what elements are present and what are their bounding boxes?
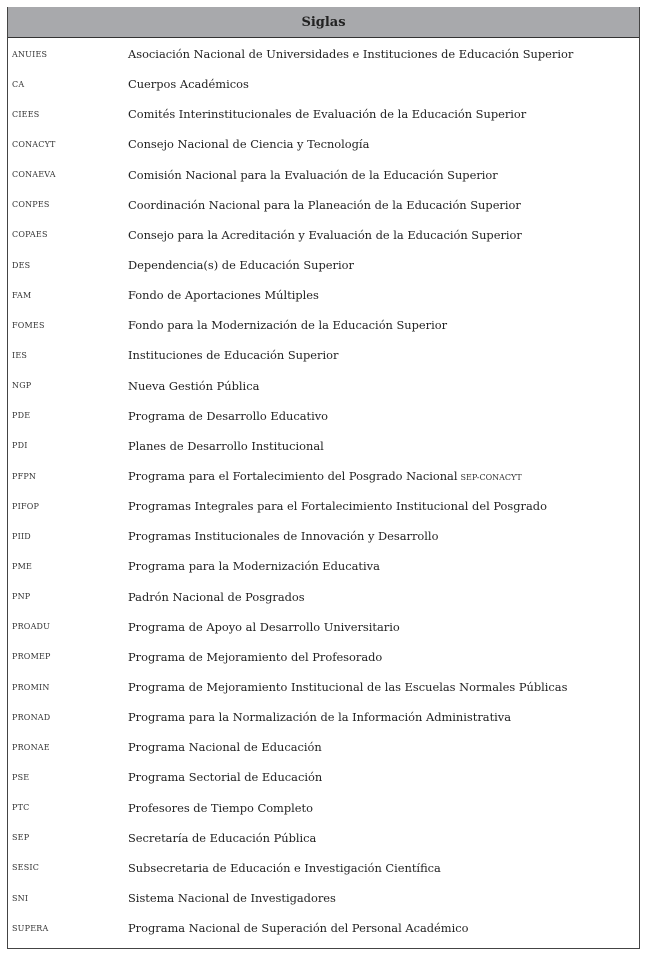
table-row: [8, 612, 639, 642]
description-text: Programa Nacional de Superación del Personal Académico: [128, 921, 469, 936]
description-cell: [128, 801, 313, 815]
description-text: Programa Nacional de Educación: [128, 740, 322, 755]
acronym-cell: PDE: [12, 411, 31, 421]
acronym-cell: CONPES: [12, 200, 50, 210]
description-text: Programa para la Modernización Educativa: [128, 559, 380, 574]
description-text: Programa para el Fortalecimiento del Posgrado Nacional: [128, 469, 458, 484]
description-text: Nueva Gestión Pública: [128, 378, 260, 393]
table-row: [8, 732, 639, 762]
table-row: [8, 129, 639, 159]
acronym-cell: FOMES: [12, 320, 45, 330]
description-text: Profesores de Tiempo Completo: [128, 800, 313, 815]
acronym-cell: ANUIES: [12, 49, 48, 59]
description-text: Padrón Nacional de Posgrados: [128, 589, 305, 604]
description-text: Programa de Apoyo al Desarrollo Universitario: [128, 619, 400, 634]
description-text: Cuerpos Académicos: [128, 77, 249, 92]
description-cell: [128, 47, 573, 61]
description-text: Secretaría de Educación Pública: [128, 830, 317, 845]
description-cell: [128, 831, 316, 845]
acronym-cell: CONAEVA: [12, 170, 56, 180]
acronym-cell: IES: [12, 350, 28, 360]
description-cell: [128, 77, 249, 91]
description-text: Consejo Nacional de Ciencia y Tecnología: [128, 137, 370, 152]
description-cell: [128, 740, 322, 754]
description-cell: [128, 559, 380, 573]
description-text: Comisión Nacional para la Evaluación de la Educación Superior: [128, 167, 498, 182]
description-cell: [128, 770, 322, 784]
table-row: [8, 461, 639, 491]
table-row: [8, 793, 639, 823]
description-cell: [128, 348, 338, 362]
acronym-cell: CA: [12, 79, 25, 89]
table-row: [8, 702, 639, 732]
description-text: Asociación Nacional de Universidades e Instituciones de Educación Superior: [128, 47, 574, 62]
table-row: [8, 99, 639, 129]
table-row: [8, 280, 639, 310]
acronyms-table: [7, 7, 640, 949]
description-text: Programa de Desarrollo Educativo: [128, 408, 329, 423]
description-text: Consejo para la Acreditación y Evaluación de la Educación Superior: [128, 227, 522, 242]
description-text: Programa de Mejoramiento Institucional de las Escuelas Normales Públicas: [128, 680, 568, 695]
description-cell: [128, 198, 521, 212]
description-cell: [128, 891, 336, 905]
acronym-cell: SUPERA: [12, 923, 49, 933]
description-text: Planes de Desarrollo Institucional: [128, 438, 324, 453]
table-row: [8, 582, 639, 612]
description-cell: [128, 107, 526, 121]
description-cell: [128, 379, 259, 393]
table-row: [8, 551, 639, 581]
acronym-cell: PTC: [12, 803, 30, 813]
acronym-cell: PROMIN: [12, 682, 50, 692]
table-row: [8, 762, 639, 792]
table-row: [8, 521, 639, 551]
acronym-cell: PSE: [12, 772, 30, 782]
description-text: Comités Interinstitucionales de Evaluación de la Educación Superior: [128, 107, 527, 122]
table-row: [8, 190, 639, 220]
description-cell: [128, 921, 468, 935]
table-row: [8, 250, 639, 280]
table-row: [8, 431, 639, 461]
description-text: Fondo para la Modernización de la Educación Superior: [128, 318, 448, 333]
description-text: Coordinación Nacional para la Planeación de la Educación Superior: [128, 197, 521, 212]
table-row: [8, 340, 639, 370]
table-row: [8, 160, 639, 190]
table-body: [8, 38, 639, 948]
acronym-cell: PRONAD: [12, 712, 51, 722]
table-row: [8, 642, 639, 672]
acronym-cell: PIFOP: [12, 501, 40, 511]
description-text: Fondo de Aportaciones Múltiples: [128, 288, 319, 303]
description-text: Programa para la Normalización de la Información Administrativa: [128, 710, 512, 725]
description-text: Subsecretaria de Educación e Investigación Científica: [128, 860, 441, 875]
description-text: Programa de Mejoramiento del Profesorado: [128, 649, 383, 664]
description-cell: [128, 409, 328, 423]
table-row: [8, 823, 639, 853]
acronym-cell: PFPN: [12, 471, 37, 481]
description-cell: [128, 168, 498, 182]
acronym-cell: PROMEP: [12, 652, 51, 662]
table-title: Siglas: [301, 14, 346, 30]
description-text: Programa Sectorial de Educación: [128, 770, 323, 785]
description-cell: [128, 318, 447, 332]
description-cell: [128, 590, 305, 604]
table-header: [8, 7, 639, 38]
table-row: [8, 310, 639, 340]
description-cell: [128, 650, 382, 664]
table-row: [8, 39, 639, 69]
table-row: [8, 69, 639, 99]
table-row: [8, 401, 639, 431]
table-row: [8, 883, 639, 913]
description-text: Programas Institucionales de Innovación y Desarrollo: [128, 529, 439, 544]
description-cell: [128, 680, 567, 694]
description-text: Dependencia(s) de Educación Superior: [128, 258, 354, 273]
description-cell: [128, 137, 369, 151]
table-row: [8, 672, 639, 702]
description-text: Programas Integrales para el Fortalecimiento Institucional del Posgrado: [128, 499, 547, 514]
acronym-cell: PIID: [12, 531, 31, 541]
description-cell: [128, 620, 400, 634]
description-cell: [128, 710, 511, 724]
acronym-cell: NGP: [12, 381, 32, 391]
description-text: Instituciones de Educación Superior: [128, 348, 339, 363]
acronym-cell: SNI: [12, 893, 29, 903]
table-row: [8, 913, 639, 943]
acronym-cell: CIEES: [12, 109, 40, 119]
acronym-cell: FAM: [12, 290, 32, 300]
acronym-cell: SEP: [12, 833, 30, 843]
acronym-cell: DES: [12, 260, 31, 270]
description-cell: [128, 469, 522, 483]
description-cell: [128, 288, 319, 302]
table-row: [8, 371, 639, 401]
description-cell: [128, 228, 522, 242]
description-suffix: SEP-CONACYT: [460, 473, 522, 483]
acronym-cell: COPAES: [12, 230, 48, 240]
acronym-cell: PNP: [12, 592, 31, 602]
acronym-cell: CONACYT: [12, 139, 56, 149]
description-cell: [128, 439, 324, 453]
description-cell: [128, 861, 441, 875]
acronym-cell: SESIC: [12, 863, 40, 873]
acronym-cell: PME: [12, 561, 33, 571]
table-row: [8, 491, 639, 521]
acronym-cell: PDI: [12, 441, 28, 451]
description-text: Sistema Nacional de Investigadores: [128, 891, 336, 905]
description-cell: [128, 258, 354, 272]
table-row: [8, 853, 639, 883]
description-cell: [128, 499, 547, 513]
table-row: [8, 220, 639, 250]
acronym-cell: PRONAE: [12, 742, 50, 752]
acronym-cell: PROADU: [12, 622, 51, 632]
description-cell: [128, 529, 438, 543]
